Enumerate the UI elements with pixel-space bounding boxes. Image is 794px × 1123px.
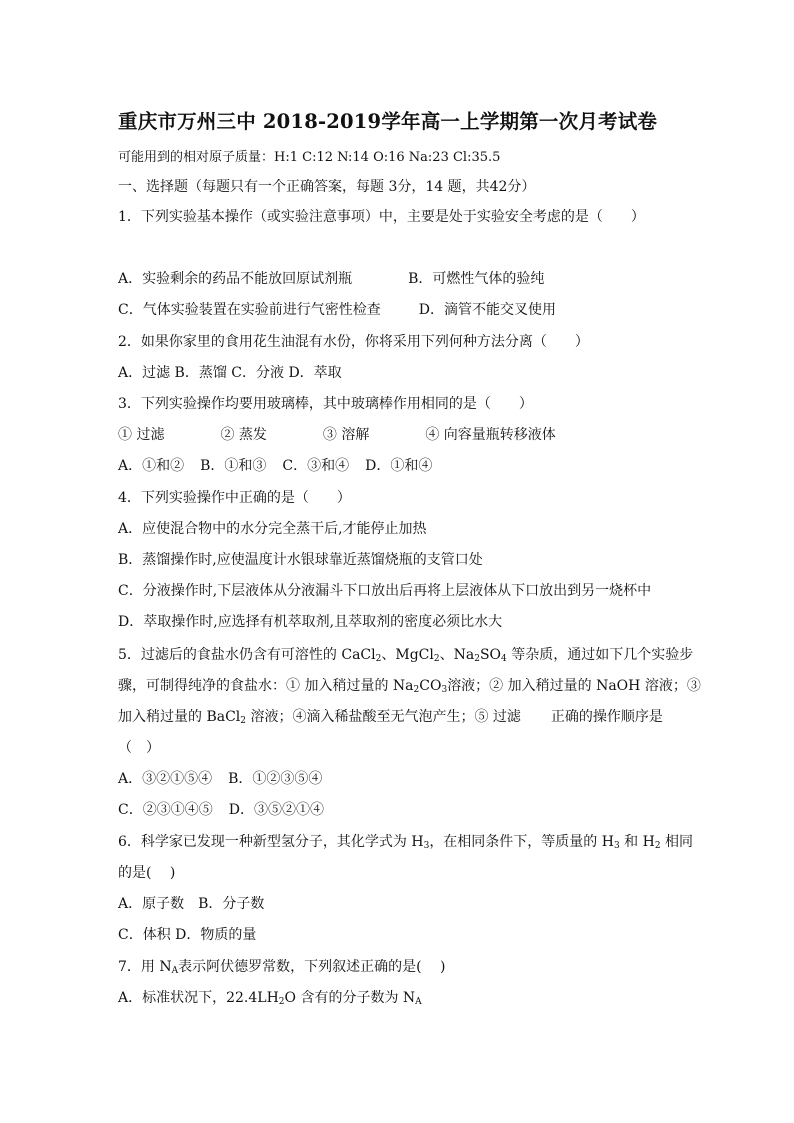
q3-option-d: D．①和④ — [365, 458, 433, 474]
q5-line-3 — [118, 706, 663, 726]
q1-option-row-2 — [118, 299, 556, 319]
subscript: 2 — [375, 654, 382, 664]
q1-option-c: C．气体实验装置在实验前进行气密性检查 — [118, 302, 381, 318]
subscript: 2 — [433, 654, 440, 664]
q5-line-1 — [118, 644, 693, 664]
q4-option-d: D．萃取操作时,应选择有机萃取剂,且萃取剂的密度必须比水大 — [118, 614, 503, 630]
q4-option-a: A．应使混合物中的水分完全蒸干后,才能停止加热 — [118, 521, 427, 537]
subscript: 3 — [423, 841, 430, 851]
q5-text: 溶液；④滴入稀盐酸至无气泡产生；⑤ 过滤 — [250, 709, 521, 725]
separator: 、 — [381, 647, 396, 663]
q5-text: 5．过滤后的食盐水仍含有可溶性的 — [118, 647, 337, 663]
q3-item-2: ② 蒸发 — [220, 427, 267, 443]
q3-option-b: B．①和③ — [200, 458, 267, 474]
q3-item-4: ④ 向容量瓶转移液体 — [425, 427, 556, 443]
subscript: 4 — [501, 654, 507, 664]
q7-text: 表示阿伏德罗常数，下列叙述正确的是( ) — [178, 959, 446, 975]
q6-text: ，在相同条件下，等质量的 H — [429, 834, 614, 850]
q3-item-3: ③ 溶解 — [322, 427, 370, 443]
q1-option-row-1 — [118, 268, 544, 288]
q4-option-b: B．蒸馏操作时,应使温度计水银球靠近蒸馏烧瓶的支管口处 — [118, 552, 483, 568]
subscript: 2 — [654, 841, 661, 851]
subscript: A — [415, 997, 422, 1007]
q6-line-1 — [118, 831, 693, 851]
q4-stem: 4．下列实验操作中正确的是（ ） — [118, 490, 351, 506]
subscript: 2 — [278, 997, 285, 1007]
q5-text: 加入稍过量的 — [118, 709, 207, 725]
q7-text: O 含有的分子数为 N — [284, 990, 416, 1006]
exam-title: 重庆市万州三中 2018-2019学年高一上学期第一次月考试卷 — [118, 110, 658, 133]
q7-option-a — [118, 987, 422, 1007]
q5-options-row-2 — [118, 799, 324, 819]
separator: 、 — [439, 647, 454, 663]
formula-so4: SO — [479, 647, 502, 663]
subscript: A — [171, 966, 179, 976]
q3-option-c: C．③和④ — [282, 458, 350, 474]
q5-options-row-1 — [118, 768, 322, 788]
q6-options-row-2: C．体积 D．物质的量 — [118, 927, 257, 943]
q3-items — [118, 424, 556, 444]
q3-options — [118, 455, 432, 475]
section-heading: 一、选择题（每题只有一个正确答案，每题 3分，14 题，共42分） — [118, 179, 536, 195]
q3-item-1: ① 过滤 — [118, 427, 165, 443]
q5-text: 骤，可制得纯净的食盐水：① 加入稍过量的 — [118, 678, 389, 694]
q1-stem: 1．下列实验基本操作（或实验注意事项）中，主要是处于实验安全考虑的是（ ） — [118, 209, 645, 225]
q3-stem: 3．下列实验操作均要用玻璃棒，其中玻璃棒作用相同的是（ ） — [118, 396, 533, 412]
q6-text: 相同 — [665, 834, 694, 850]
q7-stem — [118, 956, 445, 976]
q5-option-d: D．③⑤②①④ — [228, 802, 324, 818]
formula-co3: CO — [419, 678, 442, 694]
q3-option-a: A．①和② — [118, 458, 185, 474]
subscript: 3 — [613, 841, 620, 851]
q4-option-c: C．分液操作时,下层液体从分液漏斗下口放出后再将上层液体从下口放出到另一烧杯中 — [118, 583, 652, 599]
q5-line-4: （ ） — [118, 740, 160, 756]
subscript: 3 — [441, 685, 448, 695]
q2-options: A．过滤 B．蒸馏 C．分液 D．萃取 — [118, 365, 342, 381]
q5-option-b: B．①②③⑤④ — [228, 771, 323, 787]
formula-na2co3: Na — [392, 678, 414, 694]
formula-bacl2: BaCl — [206, 709, 241, 725]
q5-text: 等杂质，通过如下几个实验步 — [511, 647, 694, 663]
q5-option-a: A．③②①⑤④ — [118, 771, 213, 787]
q1-option-a: A．实验剩余的药品不能放回原试剂瓶 — [118, 271, 353, 287]
q6-line-2: 的是( ) — [118, 865, 176, 881]
q5-option-c: C．②③①④⑤ — [118, 802, 213, 818]
q6-text: 和 H — [624, 834, 655, 850]
formula-na2so4: Na — [453, 647, 475, 663]
q6-text: 6．科学家已发现一种新型氢分子，其化学式为 H — [118, 834, 424, 850]
q5-text: 正确的操作顺序是 — [550, 709, 663, 725]
atomic-masses-note: 可能用到的相对原子质量：H:1 C:12 N:14 O:16 Na:23 Cl:35.5 — [118, 150, 501, 165]
q6-options-row-1: A．原子数 B．分子数 — [118, 896, 265, 912]
q1-option-d: D．滴管不能交叉使用 — [418, 302, 556, 318]
subscript: 2 — [413, 685, 420, 695]
formula-mgcl2: MgCl — [395, 647, 434, 663]
q7-text: 7．用 N — [118, 959, 172, 975]
q1-option-b: B．可燃性气体的验纯 — [408, 271, 545, 287]
subscript: 2 — [240, 716, 247, 726]
q5-line-2 — [118, 675, 701, 695]
q5-text: 溶液；② 加入稍过量的 NaOH 溶液；③ — [447, 678, 701, 694]
formula-cacl2: CaCl — [341, 647, 376, 663]
q7-text: A．标准状况下，22.4LH — [118, 990, 279, 1006]
subscript: 2 — [474, 654, 480, 664]
q2-stem: 2．如果你家里的食用花生油混有水份，你将采用下列何种方法分离（ ） — [118, 334, 589, 350]
